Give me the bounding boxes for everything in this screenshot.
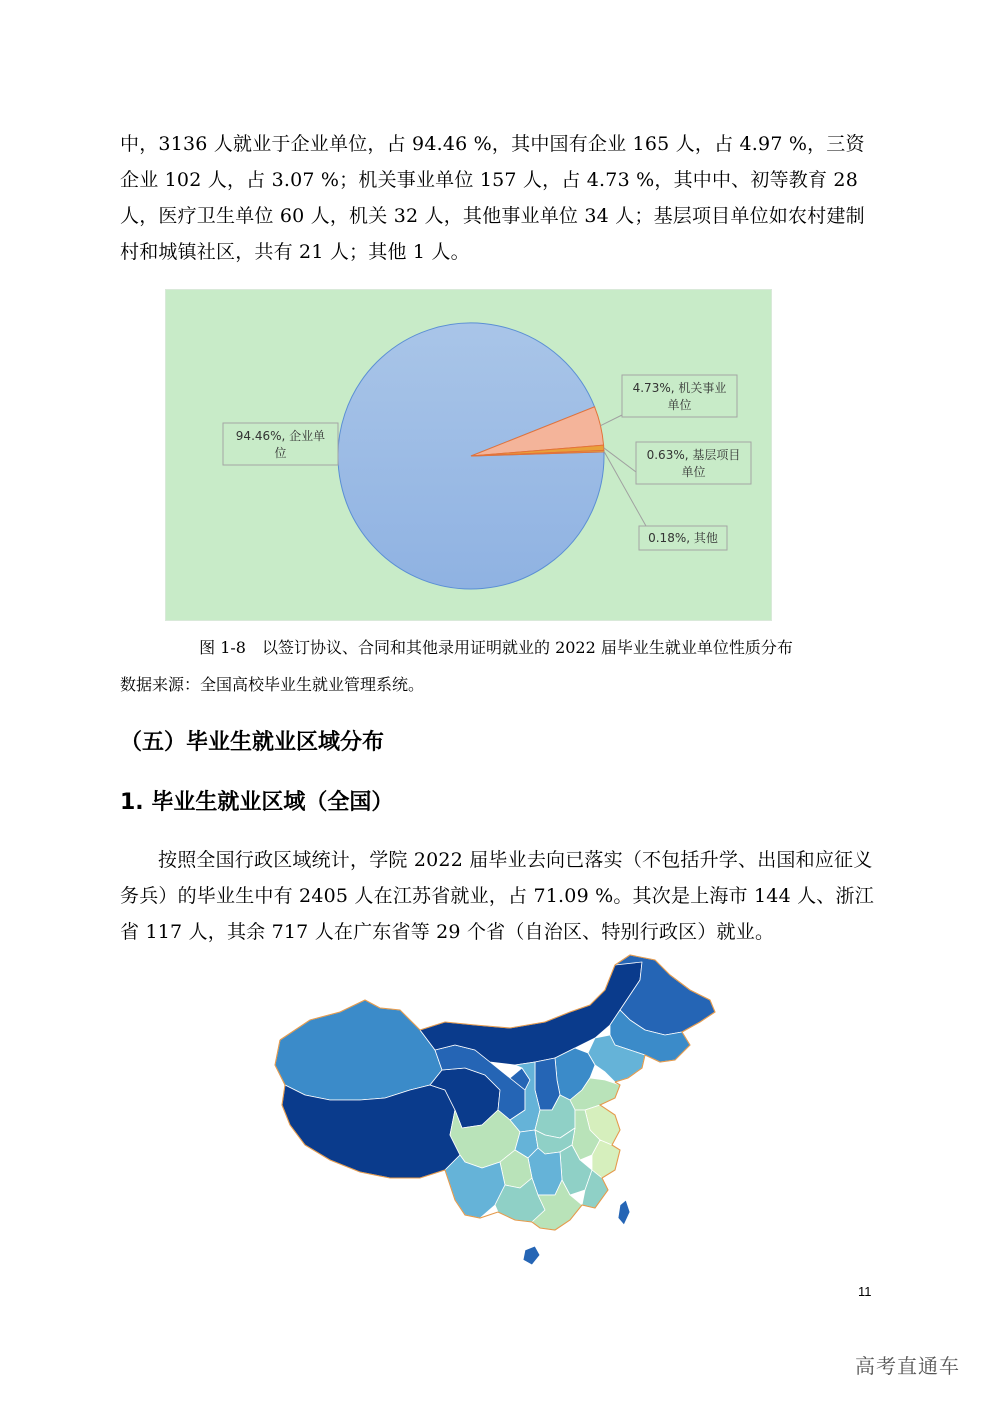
data-label-4: 0.18%, 其他 bbox=[648, 531, 718, 545]
subsection-heading: 1. 毕业生就业区域（全国） bbox=[120, 790, 394, 815]
pie-chart-svg bbox=[166, 290, 773, 622]
data-source-note: 数据来源：全国高校毕业生就业管理系统。 bbox=[120, 675, 425, 694]
region-taiwan bbox=[618, 1200, 630, 1225]
region-xinjiang bbox=[275, 1000, 442, 1100]
watermark-text: 高考直通车 bbox=[855, 1354, 960, 1378]
figure-caption: 图 1-8 以签订协议、合同和其他录用证明就业的 2022 届毕业生就业单位性质分布 bbox=[199, 638, 793, 657]
data-label-1-line2: 位 bbox=[274, 446, 287, 460]
data-label-3: 0.63%, 基层项目 bbox=[646, 448, 741, 462]
paragraph-employment-types: 中，3136 人就业于企业单位，占 94.46 %，其中国有企业 165 人，占 4.97 %，三资企业 102 人，占 3.07 %；机关事业单位 157 人，占 4.73 %，其中中、初等教育 28 人，医疗卫生单位 60 人，机关 32 人，其他事业单位 34 人；基层项目单位如农村建制村和城镇社区，共有 21 人；其他 1 人。 bbox=[120, 133, 865, 263]
region-hainan bbox=[523, 1246, 540, 1265]
data-label-3-line2: 单位 bbox=[681, 465, 706, 479]
data-label-2: 4.73%, 机关事业 bbox=[632, 381, 727, 395]
section-heading: （五）毕业生就业区域分布 bbox=[120, 730, 385, 755]
pie-chart-employer-type bbox=[165, 289, 772, 621]
paragraph-region-distribution: 按照全国行政区域统计，学院 2022 届毕业去向已落实（不包括升学、出国和应征义务兵）的毕业生中有 2405 人在江苏省就业，占 71.09 %。其次是上海市 144 人、浙江省 117 人，其余 717 人在广东省等 29 个省（自治区、特别行政区）就业。 bbox=[120, 849, 874, 943]
china-map-svg bbox=[270, 950, 730, 1280]
region-tibet bbox=[282, 1085, 460, 1178]
china-employment-map bbox=[270, 950, 730, 1280]
leader-line-2 bbox=[600, 415, 622, 426]
data-label-1: 94.46%, 企业单 bbox=[235, 429, 326, 443]
data-label-2-line2: 单位 bbox=[667, 398, 692, 412]
page-number: 11 bbox=[858, 1284, 872, 1299]
